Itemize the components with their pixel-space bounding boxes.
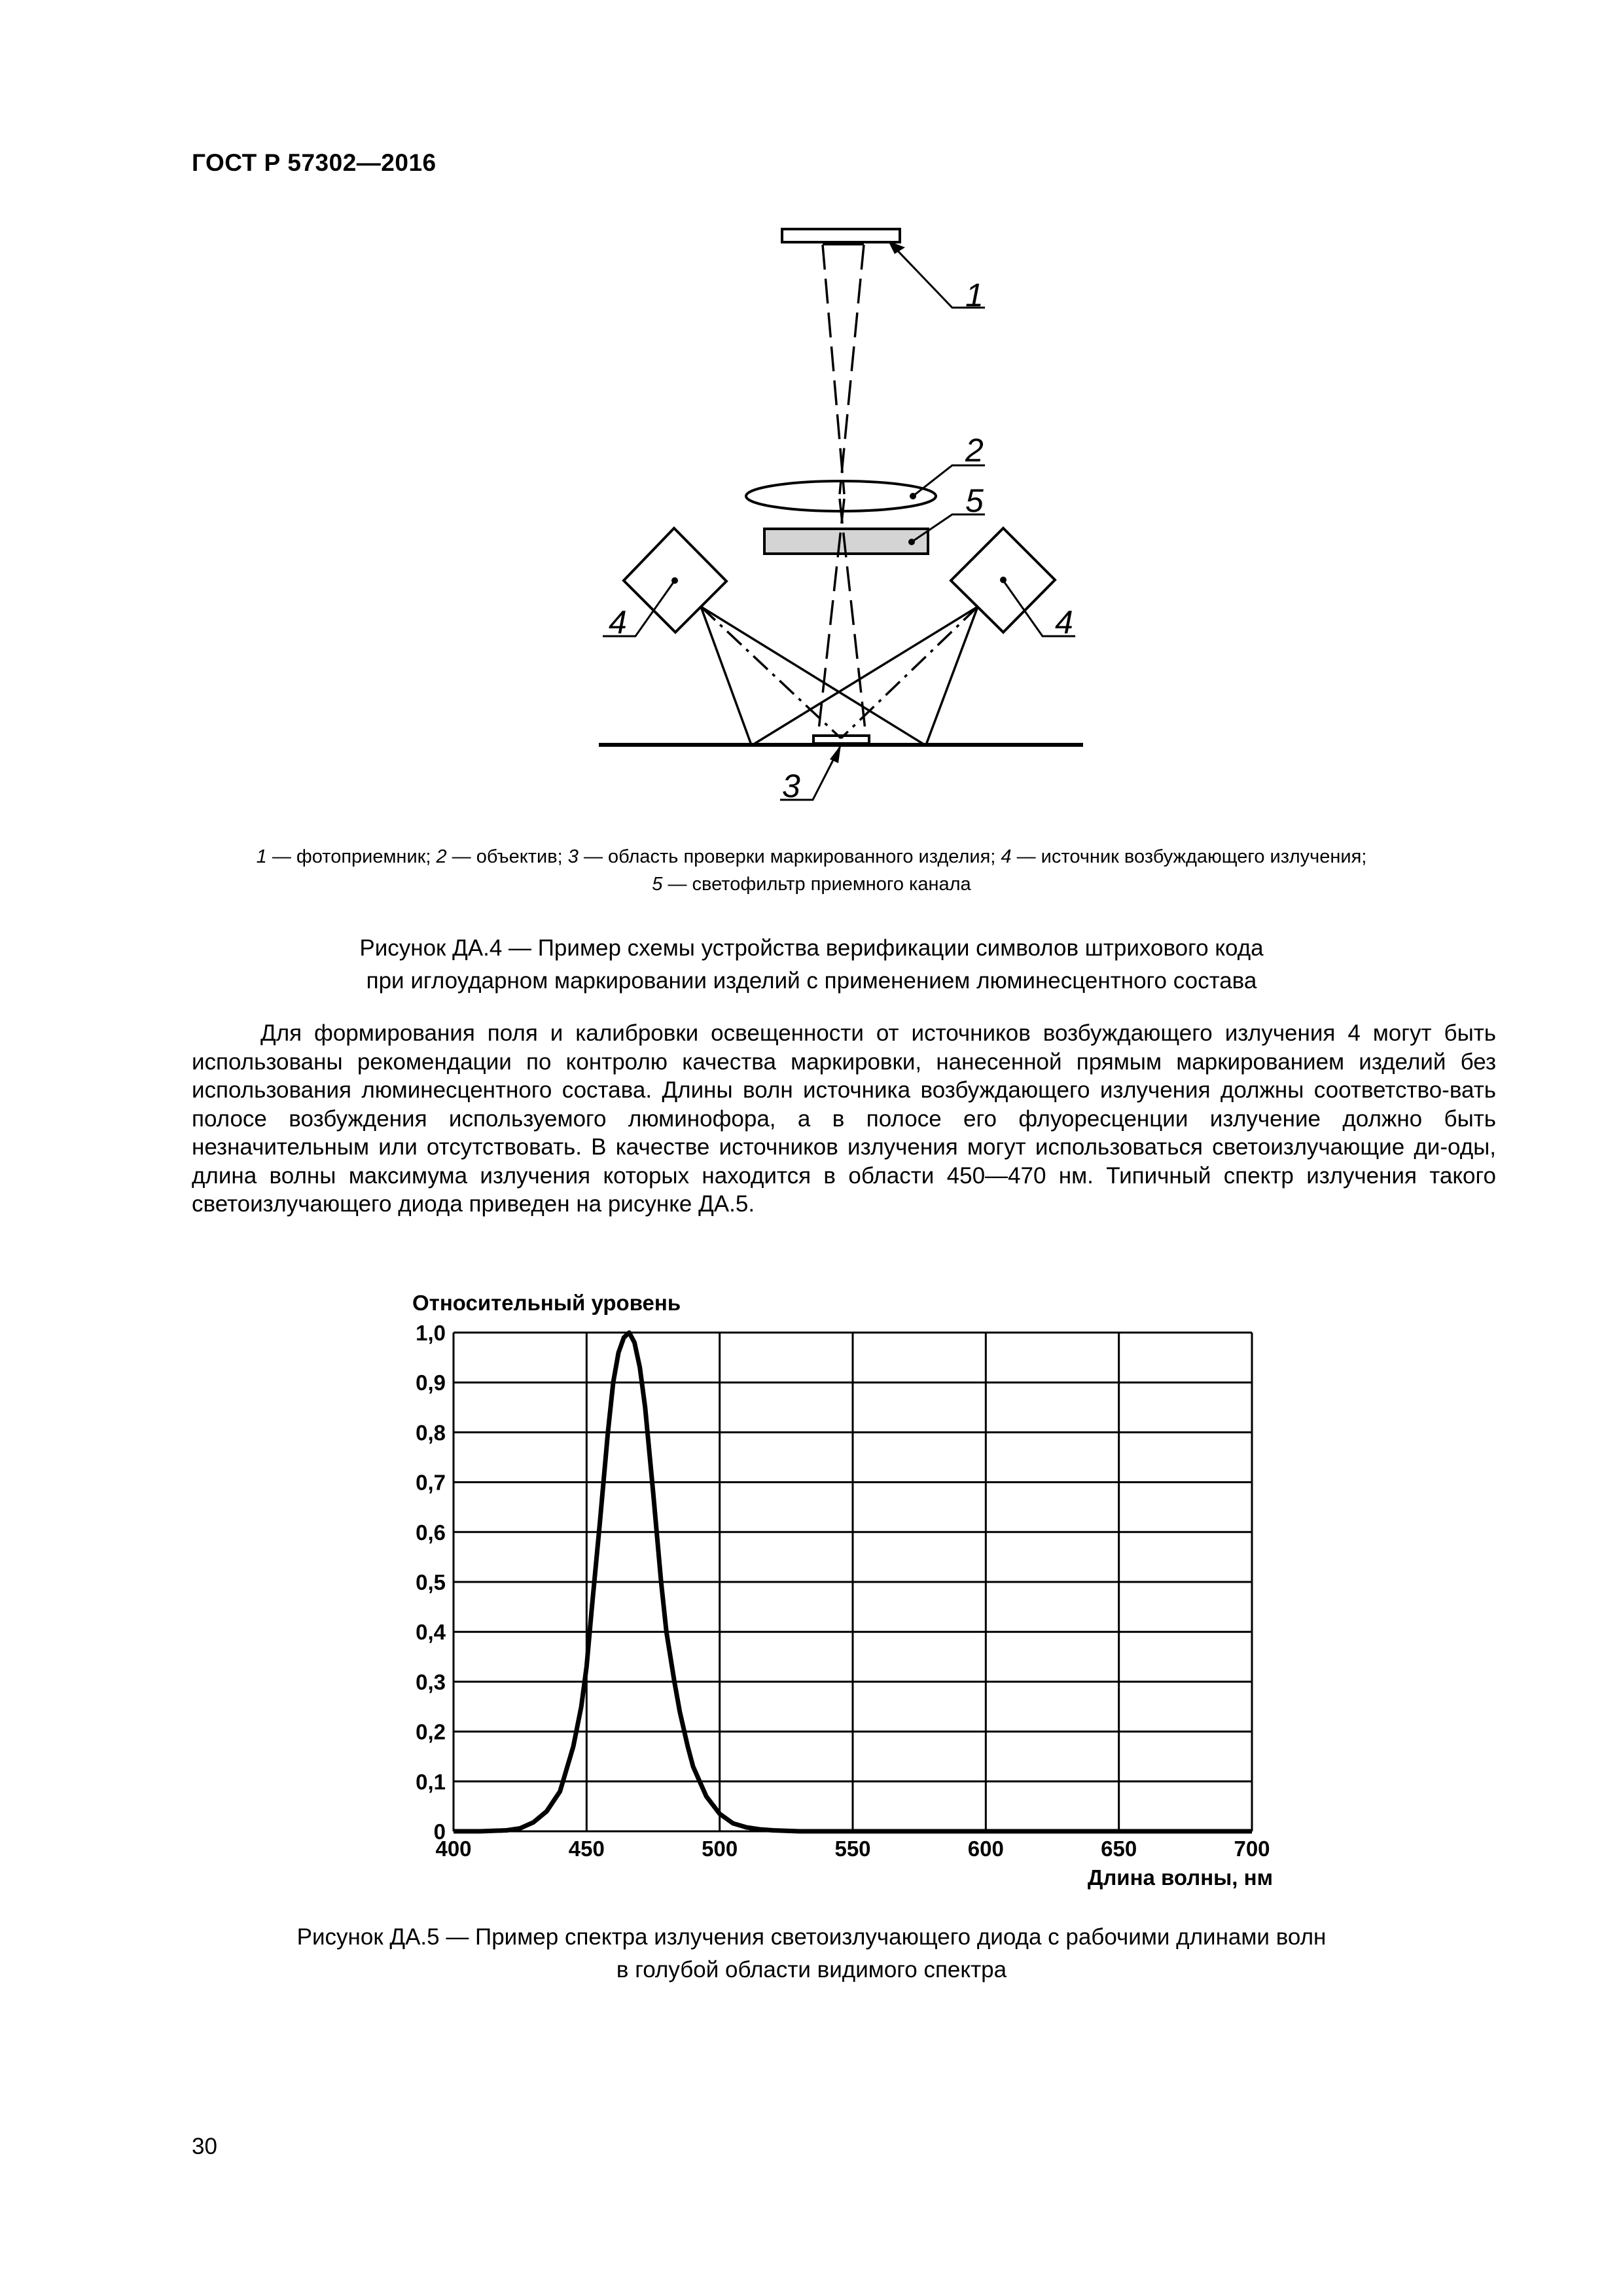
y-tick-label: 0: [433, 1820, 446, 1844]
y-tick-label: 0,2: [416, 1719, 446, 1744]
data-point: [674, 1681, 675, 1682]
figure-da5-caption: Рисунок ДА.5 — Пример спектра излучения светоизлучающего диода с рабочими длинами волн в голубой области видимого спектра: [296, 1924, 1327, 1982]
data-point: [613, 1382, 614, 1383]
data-point: [546, 1811, 547, 1812]
document-header: ГОСТ Р 57302—2016: [192, 149, 437, 176]
y-tick-label: 1,0: [416, 1321, 446, 1345]
data-point: [879, 1831, 880, 1832]
label-4-left: 4: [609, 604, 627, 641]
x-tick-label: 700: [1234, 1837, 1270, 1861]
x-tick-label: 500: [702, 1837, 738, 1861]
figure-da4-caption: Рисунок ДА.4 — Пример схемы устройства верификации символов штрихового кода при иглоударном маркировании изделий с применением люминесцентного состава: [359, 935, 1264, 994]
data-point: [573, 1746, 574, 1747]
data-point: [687, 1746, 688, 1747]
data-point: [661, 1582, 662, 1583]
data-point: [799, 1831, 800, 1832]
data-point: [634, 1342, 635, 1343]
figure-da5-chart: [0, 1276, 1623, 1898]
y-tick-label: 0,8: [416, 1420, 446, 1445]
y-tick-label: 0,6: [416, 1520, 446, 1545]
label-2: 2: [965, 432, 984, 469]
data-point: [773, 1830, 774, 1831]
body-paragraph: Для формирования поля и калибровки освещенности от источников возбуждающего излучения 4 могут быть использованы рекомендации по контролю качества маркировки, нанесенной прямым маркированием изделий без использования люминесцентного состава. Длины волн источника возбуждающего излучения должны соответство-вать полосе возбуждения используемого люминофора, а в полосе его флуоресценции излучение должно быть незначительным или отсутствовать. В качестве источников излучения могут использоваться светоизлучающие ди-оды, длина волны максимума излучения которых находится в области 450—470 нм. Типичный спектр излучения такого светоизлучающего диода приведен на рисунке ДА.5.: [192, 1020, 1496, 1217]
x-tick-label: 450: [568, 1837, 605, 1861]
data-point: [1118, 1831, 1119, 1832]
y-tick-label: 0,7: [416, 1470, 446, 1495]
chart-xlabel: Длина волны, нм: [1087, 1865, 1273, 1890]
photoreceiver: [782, 229, 900, 242]
y-tick-label: 0,5: [416, 1570, 446, 1594]
data-point: [586, 1666, 587, 1667]
x-tick-label: 550: [834, 1837, 871, 1861]
x-tick-label: 400: [435, 1837, 472, 1861]
data-point: [639, 1367, 640, 1368]
label-1: 1: [965, 277, 984, 314]
y-tick-label: 0,3: [416, 1670, 446, 1695]
label-3: 3: [782, 768, 800, 804]
figure-da4-diagram: [0, 0, 1623, 851]
y-tick-label: 0,1: [416, 1769, 446, 1794]
x-tick-label: 650: [1101, 1837, 1137, 1861]
y-tick-label: 0,9: [416, 1371, 446, 1395]
data-point: [693, 1766, 694, 1767]
chart-ylabel: Относительный уровень: [412, 1291, 681, 1315]
data-point: [618, 1352, 619, 1353]
data-point: [607, 1432, 608, 1433]
figure-da4-legend: [164, 843, 1459, 898]
label-5: 5: [965, 482, 984, 519]
legend-line-1: 1 — фотоприемник; 2 — объектив; 3 — область проверки маркированного изделия; 4 — источник возбуждающего излучения;: [256, 846, 1367, 867]
page-number: 30: [192, 2134, 217, 2159]
legend-line-2: 5 — светофильтр приемного канала: [652, 874, 971, 895]
y-tick-label: 0,4: [416, 1620, 446, 1645]
data-point: [1252, 1831, 1253, 1832]
data-point: [581, 1706, 582, 1707]
x-tick-label: 600: [967, 1837, 1004, 1861]
data-point: [826, 1831, 827, 1832]
label-4-right: 4: [1055, 604, 1073, 641]
data-point: [706, 1796, 707, 1797]
data-point: [533, 1822, 534, 1823]
